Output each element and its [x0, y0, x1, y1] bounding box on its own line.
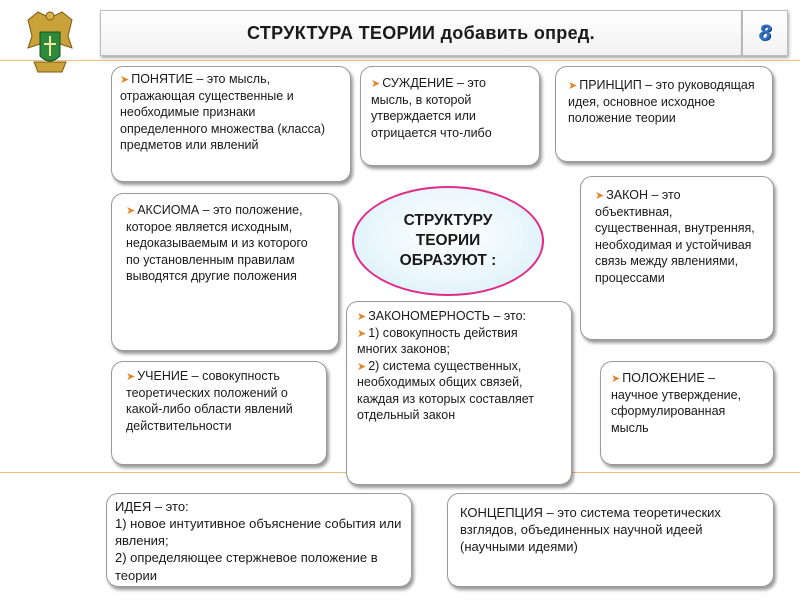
center-ellipse	[352, 186, 544, 296]
card-aksioma-text: АКСИОМА – это положение, которое является исходным, недоказываемым и из которого по установленным правилам выводятся другие положения	[126, 203, 308, 284]
card-polozhenie-text: ПОЛОЖЕНИЕ – научное утверждение, сформулированная мысль	[611, 371, 742, 435]
card-suzhdenie	[360, 66, 540, 166]
card-ideya-item-1: 1) новое интуитивное объяснение события или явления;	[115, 516, 402, 549]
card-ideya	[106, 493, 412, 587]
arrow-bullet-icon: ➤	[568, 80, 578, 92]
arrow-bullet-icon: ➤	[595, 190, 605, 202]
card-zakonomernost-lead: ЗАКОНОМЕРНОСТЬ – это:	[368, 309, 527, 323]
card-suzhdenie-text: СУЖДЕНИЕ – это мысль, в которой утверждается или отрицается что-либо	[371, 76, 492, 140]
card-zakon	[580, 176, 774, 340]
arrow-bullet-icon: ➤	[357, 360, 367, 373]
divider-top	[0, 60, 800, 61]
card-ideya-item-2: 2) определяющее стержневое положение в теории	[115, 550, 378, 583]
page-title	[100, 10, 742, 56]
card-uchenie	[111, 361, 327, 465]
card-zakon-text: ЗАКОН – это объективная, существенная, внутренняя, необходимая и устойчивая связь между явлениями, процессами	[595, 188, 755, 285]
arrow-bullet-icon: ➤	[357, 327, 367, 340]
slide-number: 8	[758, 20, 772, 45]
arrow-bullet-icon: ➤	[357, 311, 367, 323]
card-koncepciya	[447, 493, 774, 587]
arrow-bullet-icon: ➤	[611, 373, 621, 385]
coat-of-arms-icon	[20, 6, 80, 81]
slide-number-badge	[742, 10, 788, 56]
card-ideya-lead: ИДЕЯ – это:	[115, 499, 189, 514]
card-uchenie-text: УЧЕНИЕ – совокупность теоретических положений о какой-либо области явлений действительности	[126, 369, 293, 433]
card-polozhenie	[600, 361, 774, 465]
arrow-bullet-icon: ➤	[120, 74, 130, 86]
card-zakonomernost-item-2: 2) система существенных, необходимых общих связей, каждая из которых составляет отдельный закон	[357, 358, 535, 423]
card-koncepciya-text: КОНЦЕПЦИЯ – это система теоретических взглядов, объединенных научной идеей (научными идеями)	[460, 505, 721, 555]
card-zakonomernost-item-1: 1) совокупность действия многих законов;	[357, 325, 518, 357]
card-ponyatie	[111, 66, 351, 182]
arrow-bullet-icon: ➤	[371, 78, 381, 90]
card-princip-text: ПРИНЦИП – это руководящая идея, основное исходное положение теории	[568, 78, 755, 126]
card-ponyatie-text: ПОНЯТИЕ – это мысль, отражающая существенные и необходимые признаки определенного множества (класса) предметов или явлений	[120, 72, 326, 153]
arrow-bullet-icon: ➤	[126, 371, 136, 383]
page-title-text: СТРУКТУРА ТЕОРИИ добавить опред.	[247, 22, 595, 43]
card-princip	[555, 66, 773, 162]
center-label: СТРУКТУРУ ТЕОРИИ ОБРАЗУЮТ :	[399, 211, 497, 270]
card-aksioma	[111, 193, 339, 351]
card-zakonomernost	[346, 301, 572, 485]
arrow-bullet-icon: ➤	[126, 205, 136, 217]
